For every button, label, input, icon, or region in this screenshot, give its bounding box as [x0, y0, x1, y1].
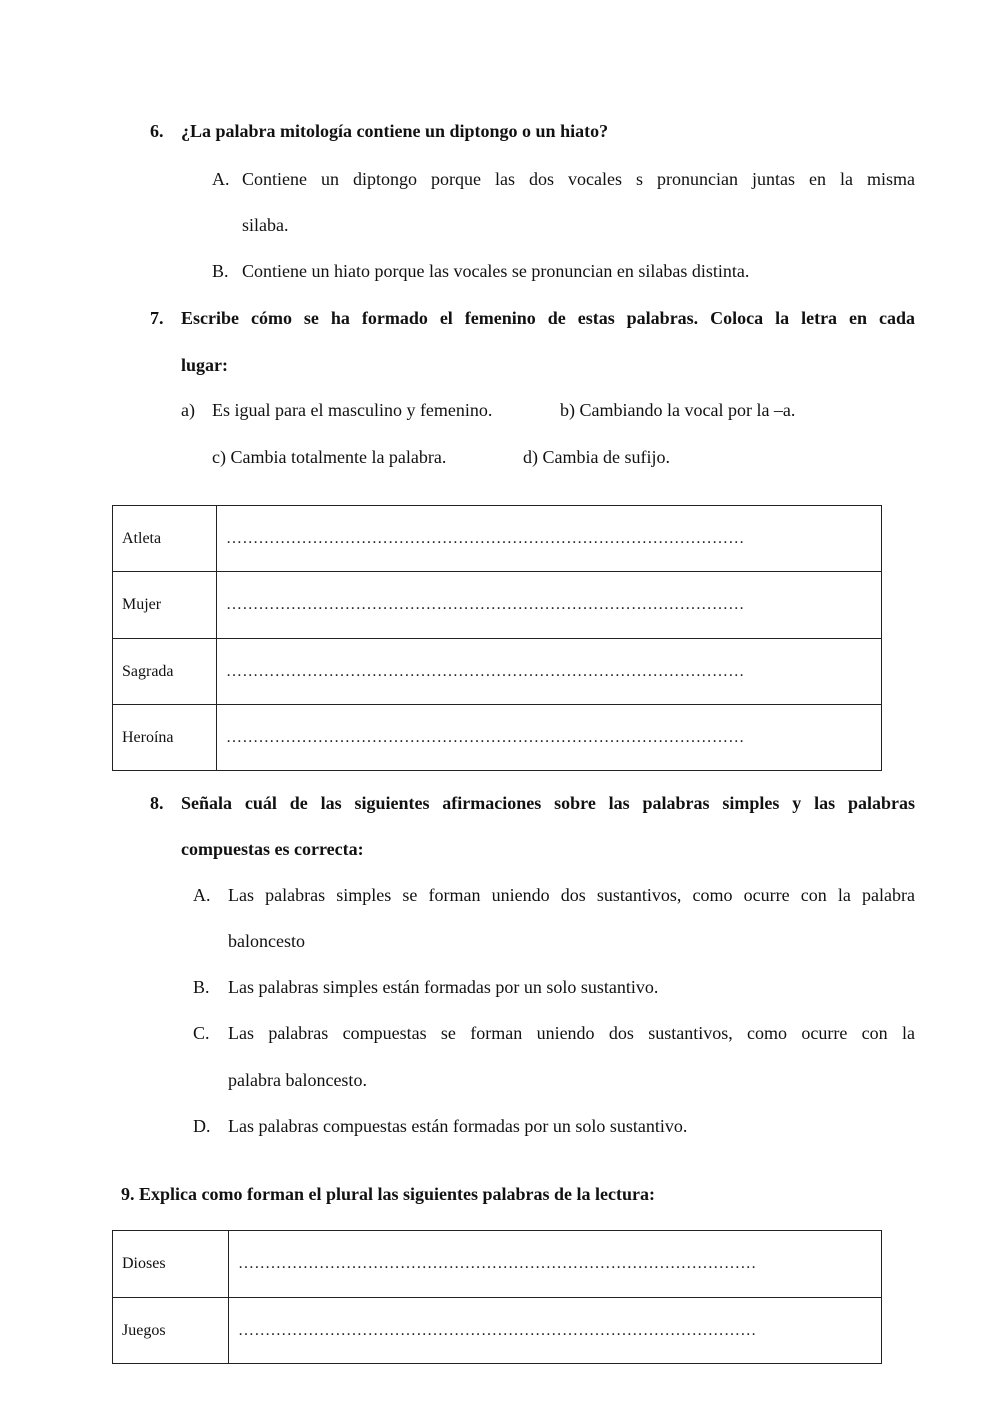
question-7-text-line2: lugar:	[181, 355, 228, 375]
q8-option-d-letter: D.	[193, 1116, 211, 1136]
answer-field[interactable]: ……………………………………………………………………………………	[217, 506, 882, 572]
word-cell: Atleta	[113, 506, 217, 572]
table-row	[113, 572, 882, 639]
answer-field[interactable]: ……………………………………………………………………………………	[217, 705, 882, 771]
table-row	[113, 705, 882, 771]
table-row	[113, 1231, 882, 1298]
question-6-text: ¿La palabra mitología contiene un diptongo o un hiato?	[181, 121, 609, 141]
q7-option-d: d) Cambia de sufijo.	[523, 447, 670, 467]
answer-field[interactable]: ……………………………………………………………………………………	[229, 1231, 882, 1298]
q7-option-a: Es igual para el masculino y femenino.	[212, 400, 493, 420]
q7-answer-table	[112, 505, 882, 771]
q7-option-a-letter: a)	[181, 400, 195, 420]
question-8-number: 8.	[150, 793, 164, 813]
question-9-text: 9. Explica como forman el plural las siguientes palabras de la lectura:	[121, 1184, 655, 1204]
question-8-text-line2: compuestas es correcta:	[181, 839, 364, 859]
q7-option-b: b) Cambiando la vocal por la –a.	[560, 400, 796, 420]
question-7-number: 7.	[150, 308, 164, 328]
word-cell: Juegos	[113, 1298, 229, 1364]
table-row	[113, 506, 882, 572]
q6-option-a-letter: A.	[212, 169, 230, 189]
q8-option-c-line1: Las palabras compuestas se forman uniendo dos sustantivos, como ocurre con la	[228, 1023, 915, 1043]
q9-answer-table	[112, 1230, 882, 1364]
q8-option-b-line1: Las palabras simples están formadas por un solo sustantivo.	[228, 977, 659, 997]
word-cell: Heroína	[113, 705, 217, 771]
q7-option-c: c) Cambia totalmente la palabra.	[212, 447, 447, 467]
question-8-text-line1: Señala cuál de las siguientes afirmaciones sobre las palabras simples y las palabras	[181, 793, 915, 813]
q8-option-d-line1: Las palabras compuestas están formadas por un solo sustantivo.	[228, 1116, 688, 1136]
question-7-text-line1: Escribe cómo se ha formado el femenino de estas palabras. Coloca la letra en cada	[181, 308, 915, 328]
answer-field[interactable]: ……………………………………………………………………………………	[217, 639, 882, 705]
q8-option-a-line1: Las palabras simples se forman uniendo dos sustantivos, como ocurre con la palabra	[228, 885, 915, 905]
question-6-number: 6.	[150, 121, 164, 141]
q8-option-a-line2: baloncesto	[228, 931, 305, 951]
q8-option-c-line2: palabra baloncesto.	[228, 1070, 367, 1090]
word-cell: Sagrada	[113, 639, 217, 705]
word-cell: Dioses	[113, 1231, 229, 1298]
q8-option-a-letter: A.	[193, 885, 211, 905]
q6-option-b-line1: Contiene un hiato porque las vocales se pronuncian en silabas distinta.	[242, 261, 750, 281]
answer-field[interactable]: ……………………………………………………………………………………	[229, 1298, 882, 1364]
q6-option-a-line2: silaba.	[242, 215, 289, 235]
answer-field[interactable]: ……………………………………………………………………………………	[217, 572, 882, 639]
word-cell: Mujer	[113, 572, 217, 639]
q6-option-b-letter: B.	[212, 261, 229, 281]
q6-option-a-line1: Contiene un diptongo porque las dos vocales s pronuncian juntas en la misma	[242, 169, 915, 189]
table-row	[113, 1298, 882, 1364]
table-row	[113, 639, 882, 705]
q8-option-b-letter: B.	[193, 977, 210, 997]
q8-option-c-letter: C.	[193, 1023, 210, 1043]
